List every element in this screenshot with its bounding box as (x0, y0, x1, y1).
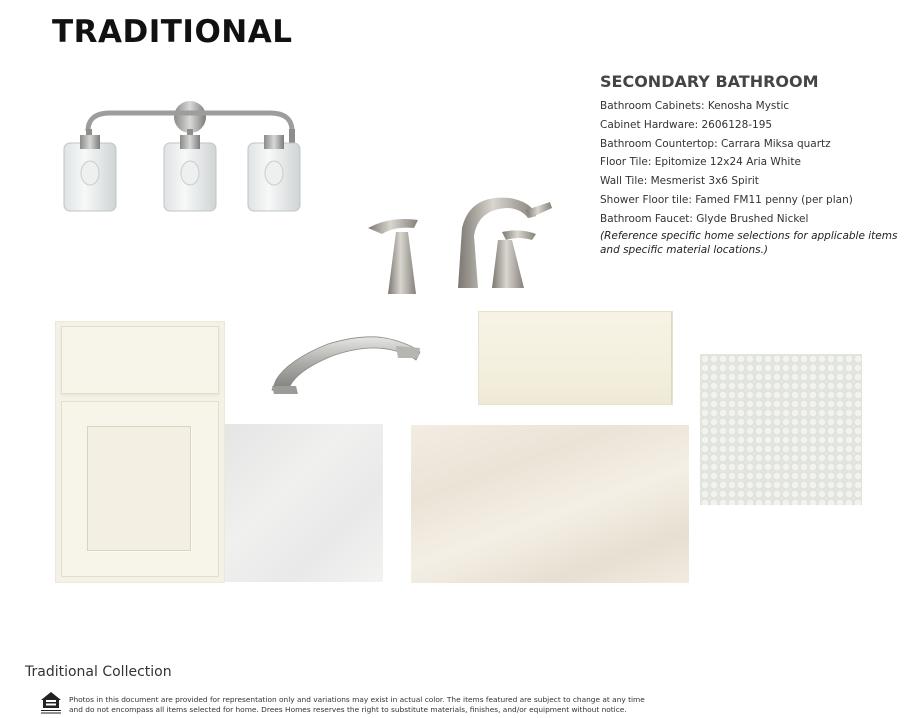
spec-floor-tile: Floor Tile: Epitomize 12x24 Aria White (600, 156, 801, 169)
faucet-image (360, 188, 555, 298)
vanity-light-image (60, 95, 306, 215)
disclaimer-line-2: and do not encompass all items selected for home. Drees Homes reserves the right to substitute materials, finishes, and/or equipment without notice. (69, 705, 627, 714)
cabinet-door-swatch (55, 321, 225, 583)
selection-list (600, 97, 853, 229)
section-heading: SECONDARY BATHROOM (600, 72, 819, 91)
spec-wall-tile: Wall Tile: Mesmerist 3x6 Spirit (600, 175, 759, 188)
cabinet-door-front (61, 401, 219, 577)
countertop-swatch (225, 424, 383, 582)
spec-countertop: Bathroom Countertop: Carrara Miksa quartz (600, 137, 831, 150)
spec-cabinet-hardware: Cabinet Hardware: 2606128-195 (600, 118, 773, 131)
disclaimer-line-1: Photos in this document are provided for representation only and variations may exist in actual color. The items featured are subject to change at any time (69, 695, 645, 704)
spec-cabinets: Bathroom Cabinets: Kenosha Mystic (600, 100, 790, 112)
selection-note: (Reference specific home selections for applicable items and specific material locations.) (600, 230, 898, 256)
wall-tile-swatch (478, 311, 673, 405)
collection-label: Traditional Collection (25, 664, 172, 680)
cabinet-drawer-front (61, 326, 219, 394)
spec-shower-floor-tile: Shower Floor tile: Famed FM11 penny (per plan) (600, 193, 853, 206)
spec-faucet: Bathroom Faucet: Glyde Brushed Nickel (600, 212, 809, 225)
floor-tile-swatch (411, 425, 689, 583)
cabinet-door-panel (87, 426, 191, 551)
cabinet-pull-image (268, 330, 426, 396)
equal-housing-logo-icon (40, 690, 62, 714)
disclaimer-text (69, 695, 669, 715)
page-title: TRADITIONAL (52, 14, 293, 50)
shower-floor-tile-swatch (700, 354, 862, 505)
